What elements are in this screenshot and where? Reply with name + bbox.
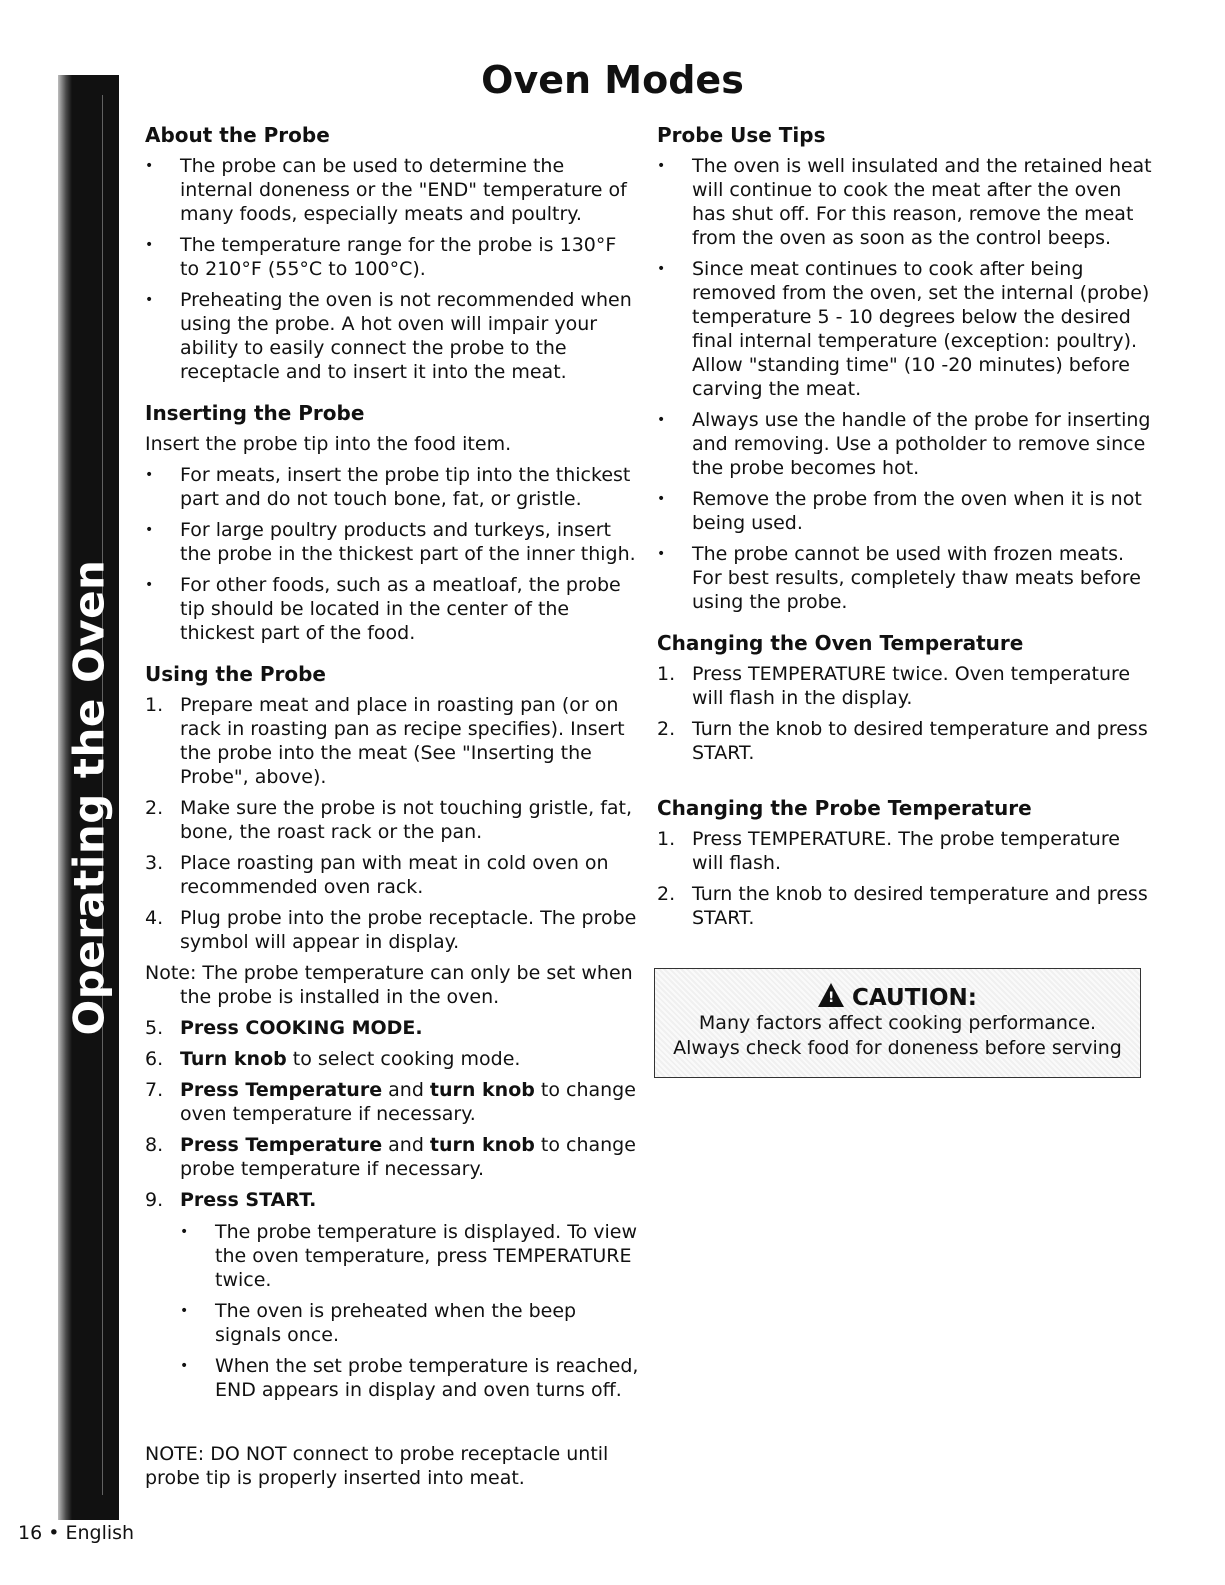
- step-text: Press TEMPERATURE twice. Oven temperature will flash in the display.: [692, 663, 1131, 709]
- probe-temp-heading: Changing the Probe Temperature: [657, 796, 1032, 820]
- list-item: [145, 906, 640, 954]
- list-item: [145, 1078, 640, 1126]
- final-note: NOTE: DO NOT connect to probe receptacle until probe tip is properly inserted into meat.: [145, 1443, 609, 1489]
- list-item: • The oven is well insulated and the retained heat will continue to cook the meat after the oven has shut off. For this reason, remove the meat from the oven as soon as the control beeps.: [657, 154, 1157, 250]
- list-item: [145, 1047, 640, 1071]
- list-item: • Preheating the oven is not recommended when using the probe. A hot oven will impair your ability to easily connect the probe to the receptacle and to insert it into the meat.: [145, 288, 640, 384]
- warning-triangle-icon: [818, 983, 844, 1007]
- using-probe-steps: [145, 693, 640, 954]
- list-item: • Since meat continues to cook after being removed from the oven, set the internal (probe) temperature 5 - 10 degrees below the desired final internal temperature (exception: poultry). Allow "standing time" (10 -20 minutes) before carving the meat.: [657, 257, 1157, 401]
- step-number: 4.: [145, 907, 164, 929]
- step-number: 5.: [145, 1017, 164, 1039]
- caution-box: [654, 968, 1141, 1078]
- list-item: [145, 1188, 640, 1402]
- list-item: • The probe cannot be used with frozen meats. For best results, completely thaw meats before using the probe.: [657, 542, 1157, 614]
- about-probe-section: [145, 122, 640, 384]
- probe-temp-steps: [657, 827, 1157, 930]
- caution-heading-row: [655, 983, 1140, 1011]
- sidebar-tab: [58, 75, 119, 1520]
- list-item: [145, 796, 640, 844]
- step-number: 2.: [657, 718, 676, 740]
- list-item: • Always use the handle of the probe for inserting and removing. Use a potholder to remove since the probe becomes hot.: [657, 408, 1157, 480]
- step-text: to select cooking mode.: [286, 1048, 521, 1070]
- step-number: 6.: [145, 1048, 164, 1070]
- inserting-probe-list: [145, 463, 640, 645]
- step-number: 1.: [657, 663, 676, 685]
- step-bold: Press START.: [180, 1189, 317, 1211]
- step-number: 2.: [145, 797, 164, 819]
- step-text: Prepare meat and place in roasting pan (or on rack in roasting pan as recipe specifies). Insert the probe into the meat (See "Inserting the Probe", above).: [180, 694, 625, 788]
- list-item: [145, 1133, 640, 1181]
- list-item: • For meats, insert the probe tip into the thickest part and do not touch bone, fat, or gristle.: [145, 463, 640, 511]
- step-text: and: [382, 1079, 430, 1101]
- caution-heading: CAUTION:: [852, 985, 977, 1011]
- probe-install-note: Note: The probe temperature can only be set when the probe is installed in the oven.: [145, 962, 633, 1008]
- list-item: [657, 882, 1157, 930]
- caution-line-2: Always check food for doneness before serving: [673, 1037, 1122, 1059]
- probe-temp-section: [657, 795, 1157, 930]
- step-number: 2.: [657, 883, 676, 905]
- step-text: to change probe temperature if necessary.: [180, 1134, 636, 1180]
- step-number: 7.: [145, 1079, 164, 1101]
- caution-line-1: Many factors affect cooking performance.: [698, 1012, 1097, 1034]
- step-text: Place roasting pan with meat in cold oven on recommended oven rack.: [180, 852, 609, 898]
- list-item: [145, 1016, 640, 1040]
- step-bold: Press COOKING MODE.: [180, 1017, 423, 1039]
- step-number: 8.: [145, 1134, 164, 1156]
- using-probe-section: [145, 661, 640, 1490]
- list-item: [657, 662, 1157, 710]
- using-probe-steps-continued: [145, 1016, 640, 1402]
- list-item: • The probe can be used to determine the internal doneness or the "END" temperature of many foods, especially meats and poultry.: [145, 154, 640, 226]
- list-item: [145, 693, 640, 789]
- about-probe-list: [145, 154, 640, 384]
- oven-temp-steps: [657, 662, 1157, 765]
- list-item: • The temperature range for the probe is 130°F to 210°F (55°C to 100°C).: [145, 233, 640, 281]
- about-probe-heading: About the Probe: [145, 123, 330, 147]
- list-item: • For large poultry products and turkeys, insert the probe in the thickest part of the inner thigh.: [145, 518, 640, 566]
- step-number: 3.: [145, 852, 164, 874]
- using-probe-heading: Using the Probe: [145, 662, 326, 686]
- step-bold: Press Temperature: [180, 1134, 383, 1156]
- step-number: 1.: [657, 828, 676, 850]
- probe-tips-heading: Probe Use Tips: [657, 123, 826, 147]
- page-footer: 16 • English: [18, 1522, 135, 1544]
- sidebar-label-wrap: [58, 75, 119, 1520]
- page-title: Oven Modes: [481, 58, 744, 102]
- list-item: • The oven is preheated when the beep signals once.: [180, 1299, 640, 1347]
- inserting-probe-section: [145, 400, 640, 645]
- list-item: [657, 827, 1157, 875]
- oven-temp-heading: Changing the Oven Temperature: [657, 631, 1024, 655]
- list-item: • The probe temperature is displayed. To view the oven temperature, press TEMPERATURE twice.: [180, 1220, 640, 1292]
- list-item: • Remove the probe from the oven when it is not being used.: [657, 487, 1157, 535]
- step-number: 9.: [145, 1189, 164, 1211]
- step9-sublist: [180, 1220, 640, 1402]
- list-item: • When the set probe temperature is reached, END appears in display and oven turns off.: [180, 1354, 640, 1402]
- step-text: to change oven temperature if necessary.: [180, 1079, 636, 1125]
- right-column: [657, 122, 1157, 946]
- step-text: Plug probe into the probe receptacle. The probe symbol will appear in display.: [180, 907, 637, 953]
- list-item: [145, 851, 640, 899]
- step-text: Turn the knob to desired temperature and press START.: [692, 718, 1148, 764]
- step-text: Turn the knob to desired temperature and press START.: [692, 883, 1148, 929]
- step-bold: Turn knob: [180, 1048, 287, 1070]
- inserting-probe-intro: Insert the probe tip into the food item.: [145, 433, 512, 455]
- probe-tips-list: [657, 154, 1157, 614]
- step-text: Press TEMPERATURE. The probe temperature will flash.: [692, 828, 1120, 874]
- step-text: and: [382, 1134, 430, 1156]
- probe-tips-section: [657, 122, 1157, 614]
- sidebar-label: Operating the Oven: [64, 559, 114, 1036]
- list-item: • For other foods, such as a meatloaf, the probe tip should be located in the center of the thickest part of the food.: [145, 573, 640, 645]
- inserting-probe-heading: Inserting the Probe: [145, 401, 365, 425]
- oven-temp-section: [657, 630, 1157, 765]
- step-bold: turn knob: [429, 1079, 535, 1101]
- left-column: [145, 122, 640, 1506]
- step-text: Make sure the probe is not touching gristle, fat, bone, the roast rack or the pan.: [180, 797, 633, 843]
- step-bold: turn knob: [429, 1134, 535, 1156]
- list-item: [657, 717, 1157, 765]
- step-bold: Press Temperature: [180, 1079, 383, 1101]
- step-number: 1.: [145, 694, 164, 716]
